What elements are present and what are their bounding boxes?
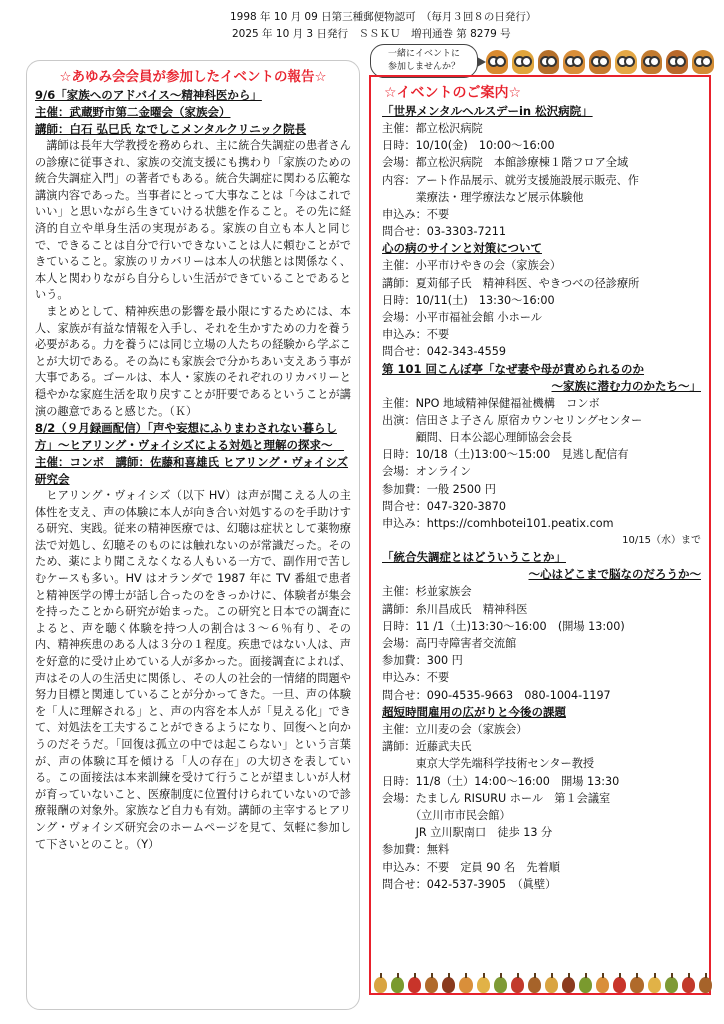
owl-icon xyxy=(615,50,637,74)
event-detail-line: 参加費：一般 2500 円 xyxy=(382,482,496,496)
fruit-icon xyxy=(630,977,643,993)
owl-icon xyxy=(641,50,663,74)
event-detail-line: 問合せ：042-537-3905 （眞壁） xyxy=(382,877,557,891)
owl-icon xyxy=(692,50,714,74)
event-detail-line: 主催：NPO 地域精神保健福祉機構 コンボ xyxy=(382,396,600,410)
fruit-icon xyxy=(425,977,438,993)
event-detail-line: 主催：都立松沢病院 xyxy=(382,122,483,135)
masthead xyxy=(0,9,724,49)
fruit-icon xyxy=(613,977,626,993)
fruit-icon xyxy=(665,977,678,993)
event-detail-line: 会場：オンライン xyxy=(382,465,472,479)
event-detail-line: （立川市市民会館） xyxy=(382,808,511,822)
event-detail-line: 日時：10/11(土) 13:30～16:00 xyxy=(382,293,555,307)
event-item xyxy=(382,361,701,550)
fruit-icon xyxy=(477,977,490,993)
fruit-icon xyxy=(545,977,558,993)
fruit-icon xyxy=(596,977,609,993)
fruit-icon xyxy=(562,977,575,993)
event-detail-line: 講師：夏苅郁子氏 精神科医、やきつべの径診療所 xyxy=(382,276,640,290)
event-detail-line: 日時：10/10(金) 10:00～16:00 xyxy=(382,139,555,153)
autumn-fruit-border xyxy=(370,963,712,993)
event-item xyxy=(382,549,701,703)
event-detail-line: 申込み：https://comhbotei101.peatix.com xyxy=(382,517,614,531)
event-detail-line: 問合せ：03-3303-7211 xyxy=(382,225,507,239)
fruit-icon xyxy=(442,977,455,993)
report-1 xyxy=(35,87,351,420)
event-detail-line: 参加費：300 円 xyxy=(382,654,463,668)
report-1-organizer: 主催：武蔵野市第二金曜会（家族会） xyxy=(35,105,231,119)
report-1-lecturer: 講師：白石 弘巳氏 なでしこメンタルクリニック院長 xyxy=(35,122,307,136)
event-report-panel xyxy=(26,60,360,1010)
event-detail-line: 会場：都立松沢病院 本館診療棟１階フロア全域 xyxy=(382,156,629,170)
event-detail-line: 東京大学先端科学技術センター教授 xyxy=(382,757,595,771)
event-item xyxy=(382,103,701,240)
owl-illustration-row xyxy=(486,46,714,74)
event-detail-line: 出演：信田さよ子さん 原宿カウンセリングセンター xyxy=(382,413,643,427)
fruit-icon xyxy=(374,977,387,993)
event-guide-title: ☆イベントのご案内☆ xyxy=(384,85,522,101)
owl-icon xyxy=(538,50,560,74)
report-2 xyxy=(35,420,351,853)
fruit-icon xyxy=(682,977,695,993)
report-2-title: 8/2（９月録画配信）「声や妄想にふりまわされない暮らし方」～ヒアリング・ヴォイシズによる対処と理解の探求～ 主催：コンボ 講師：佐藤和喜雄氏 ヒアリング・ヴォイシズ研究会 xyxy=(35,421,349,487)
event-title: 「世界メンタルヘルスデーin 松沢病院」 xyxy=(382,104,593,118)
fruit-icon xyxy=(459,977,472,993)
event-detail-line: 問合せ：047-320-3870 xyxy=(382,499,507,513)
fruit-icon xyxy=(648,977,661,993)
report-1-paragraph-1: 講師は長年大学教授を務められ、主に統合失調症の患者さんの診療に従事され、家族の交流支援にも携わり「家族のための統合失調症入門」の著者でもある。統合失調症に関わる広範な講演内容であった。当事者にとって大事なことは「今はこれでいい」と思いながら生きていける状態を作ること。その先に経済的自立や単身生活の実現がある。家族の自立も本人と同じで、できることは自分で行いできないことは人に頼むことができていること。家族のリカバリーは本人の状態とは関係なく、本人と関わりながら自分らしい生活ができていることであるという。 xyxy=(35,139,351,302)
event-item xyxy=(382,240,701,360)
event-subtitle: ～心はどこまで脳なのだろうか～ xyxy=(528,567,701,582)
event-detail-line: 業療法・理学療法など展示体験他 xyxy=(382,190,584,204)
event-detail-line: 主催：立川麦の会（家族会） xyxy=(382,722,528,736)
report-1-paragraph-2: まとめとして、精神疾患の影響を最小限にするためには、本人、家族が有益な情報を入手し、それを生かすための力を養う必要がある。力を養うには同じ立場の人たちの経験から学ぶことが大切である。その為にも家族会で分かちあい支えあう事が大事である。ゴールは、本人・家族のそれぞれのリカバリーと穏やかな家庭生活を取り戻すことが肝要であるということが講演の趣意であると感じた。（Ｋ） xyxy=(35,304,351,418)
report-2-paragraph-1: ヒアリング・ヴォイシズ（以下 HV）は声が聞こえる人の主体性を支え、声の体験に本人が向き合い対処するのを手助けする研究、実践。従来の精神医療では、幻聴は症状として薬物療法で対処し、幻聴そのものには触れないのが常識だった。そのため、薬により聞こえなくなる人もいる一方で、副作用で苦しむケースも多い。HV はオランダで 1987 年に TV 番組で患者と精神医学の博士が話し合ったのをきっかけに、体験者が集会を持ったことから研究が始まった。この研究と日本での調査によると、声を聴く体験を持つ人の割合は３～６％有り、その内、精神疾患のある人は３分の１程度。疾患ではない人は、声を好意的に受け止めている人が多かった。面接調査によれば、声はその人の生活史に関係し、その人の社会的一情緒的問題や努力目標と関連していることが分かってきた。一旦、声の体験を「人に理解される」と、声の内容を本人が「見える化」できて、対処法を工夫することができるようになり、回復へと向かうのだそうだ。「回復は孤立の中では起こらない」という言葉が、声の体験に耳を傾ける「人の存在」の大切さを表している。この面接法は本来訓練を受けて行うことが望ましいが人材が育っていないこと、医療制度に位置付けられていないので診療報酬の対象外。家族など自力も有効。講師の主宰するヒアリング・ヴォイシズ研究会のホームページを見て、気軽に参加して下さいとのこと。（Y） xyxy=(35,489,351,851)
event-detail-line: 申込み：不要 xyxy=(382,671,450,685)
postal-permit-line: 1998 年 10 月 09 日第三種郵便物認可 （毎月３回８の日発行） xyxy=(230,11,537,23)
event-detail-line: 会場：小平市福祉会館 小ホール xyxy=(382,311,542,325)
event-detail-line: 問合せ：090-4535-9663 080-1004-1197 xyxy=(382,688,611,702)
fruit-icon xyxy=(511,977,524,993)
report-1-title: 9/6「家族へのアドバイス～精神科医から」 xyxy=(35,88,262,102)
report-panel-title: ☆あゆみ会会員が参加したイベントの報告☆ xyxy=(59,69,327,85)
event-detail-line: 申込み：不要 xyxy=(382,328,450,342)
event-detail-line: 講師：近藤武夫氏 xyxy=(382,740,472,754)
owl-icon xyxy=(512,50,534,74)
fruit-icon xyxy=(579,977,592,993)
event-detail-line: 会場：たましん RISURU ホール 第１会議室 xyxy=(382,791,611,805)
owl-icon xyxy=(486,50,508,74)
fruit-icon xyxy=(408,977,421,993)
event-detail-line: 日時：10/18（土)13:00～15:00 見逃し配信有 xyxy=(382,448,629,462)
fruit-icon xyxy=(699,977,712,993)
event-list xyxy=(382,103,701,893)
fruit-icon xyxy=(528,977,541,993)
event-detail-line: 主催：杉並家族会 xyxy=(382,585,472,599)
owl-icon xyxy=(563,50,585,74)
event-item xyxy=(382,704,701,893)
speech-bubble xyxy=(370,44,478,78)
event-detail-line: 講師：糸川昌成氏 精神科医 xyxy=(382,602,528,616)
event-detail-line: 参加費：無料 xyxy=(382,843,450,857)
event-detail-line: 日時：11 /1（土)13:30～16:00 (開場 13:00) xyxy=(382,619,625,633)
event-detail-line: 問合せ：042-343-4559 xyxy=(382,345,507,359)
event-detail-line: 申込み：不要 定員 90 名 先着順 xyxy=(382,860,560,874)
issue-line: 2025 年 10 月 3 日発行 ＳＳＫＵ 増刊通巻 第 8279 号 xyxy=(232,28,511,40)
event-detail-line: 申込み：不要 xyxy=(382,208,450,222)
event-detail-line: 日時：11/8（土）14:00～16:00 開場 13:30 xyxy=(382,774,620,788)
fruit-icon xyxy=(391,977,404,993)
event-detail-line: 内容：アート作品展示、就労支援施設展示販売、作 xyxy=(382,173,639,187)
event-title: 第 101 回こんぼ亭「なぜ妻や母が責められるのか xyxy=(382,361,645,376)
event-detail-line: 顧問、日本公認心理師協会会長 xyxy=(382,431,573,445)
event-detail-line: JR 立川駅南口 徒歩 13 分 xyxy=(382,826,553,840)
event-detail-line: 会場：高円寺障害者交流館 xyxy=(382,637,517,651)
event-title: 心の病のサインと対策について xyxy=(382,241,542,256)
event-detail-line: 主催：小平市けやきの会（家族会） xyxy=(382,259,562,273)
bubble-line-1: 一緒にイベントに xyxy=(387,49,460,59)
event-title: 超短時間雇用の広がりと今後の課題 xyxy=(382,704,566,719)
owl-icon xyxy=(666,50,688,74)
event-guide-panel xyxy=(369,75,711,995)
fruit-icon xyxy=(494,977,507,993)
event-subtitle: ～家族に潜む力のかたち～」 xyxy=(551,378,701,393)
event-deadline-note: 10/15（水）まで xyxy=(622,535,701,547)
owl-icon xyxy=(589,50,611,74)
bubble-line-2: 参加しませんか？ xyxy=(387,62,460,72)
event-title: 「統合失調症とはどういうことか」 xyxy=(382,550,566,565)
